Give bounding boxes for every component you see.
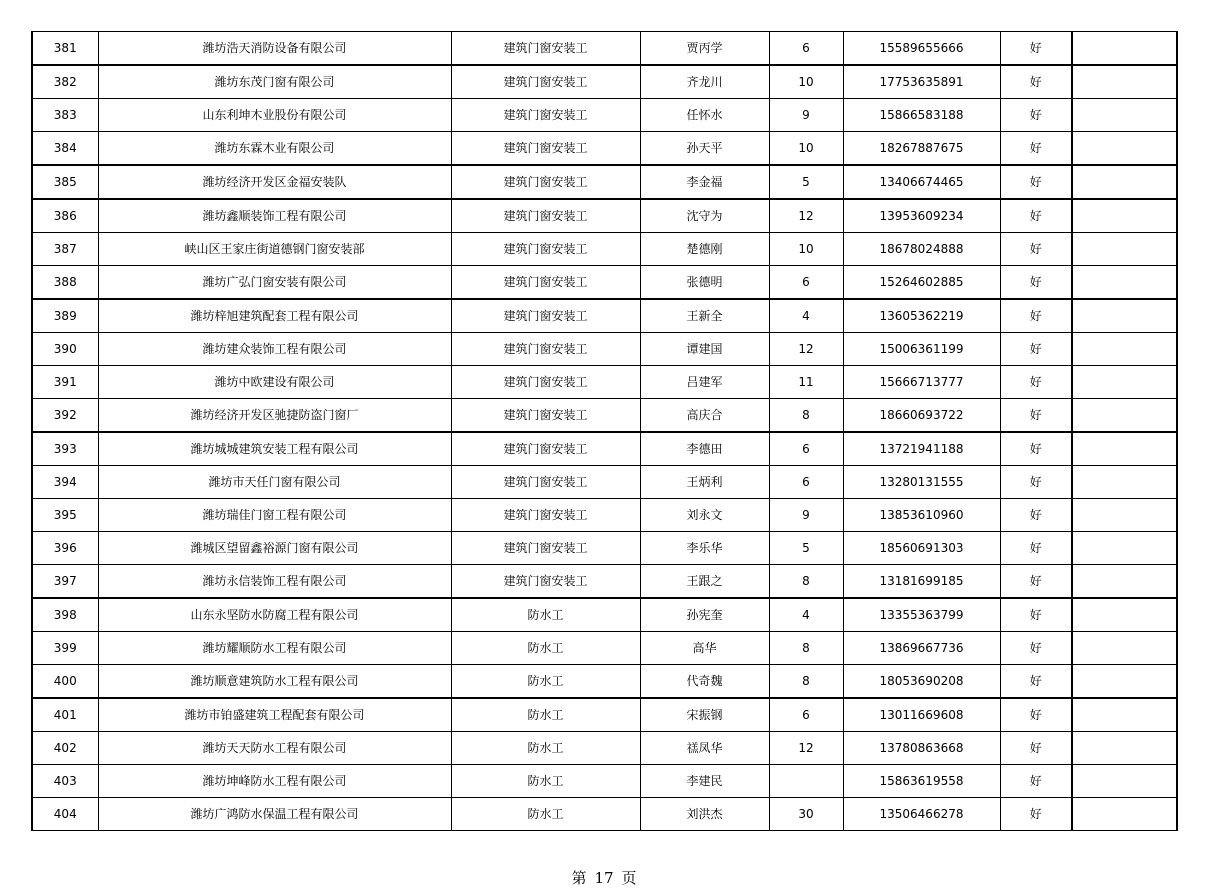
row-number-cell: 390 xyxy=(32,333,98,366)
count-cell: 6 xyxy=(769,698,843,732)
phone-cell: 13605362219 xyxy=(843,299,1000,333)
phone-cell: 13181699185 xyxy=(843,565,1000,599)
row-number-cell: 401 xyxy=(32,698,98,732)
note-cell xyxy=(1072,266,1177,300)
contact-name-cell: 李建民 xyxy=(640,765,769,798)
rating-cell: 好 xyxy=(1000,665,1072,699)
count-cell: 10 xyxy=(769,132,843,166)
company-cell: 潍坊顺意建筑防水工程有限公司 xyxy=(98,665,451,699)
company-cell: 潍坊市天任门窗有限公司 xyxy=(98,466,451,499)
rating-cell: 好 xyxy=(1000,399,1072,433)
rating-cell: 好 xyxy=(1000,32,1072,66)
rating-cell: 好 xyxy=(1000,299,1072,333)
table-row xyxy=(32,499,1177,532)
row-number-cell: 402 xyxy=(32,732,98,765)
row-number-cell: 398 xyxy=(32,598,98,632)
table-row xyxy=(32,299,1177,333)
rating-cell: 好 xyxy=(1000,266,1072,300)
phone-cell: 18053690208 xyxy=(843,665,1000,699)
table-body xyxy=(32,32,1177,831)
company-cell: 潍坊鑫顺装饰工程有限公司 xyxy=(98,199,451,233)
rating-cell: 好 xyxy=(1000,165,1072,199)
note-cell xyxy=(1072,65,1177,99)
phone-cell: 15866583188 xyxy=(843,99,1000,132)
rating-cell: 好 xyxy=(1000,798,1072,831)
row-number-cell: 395 xyxy=(32,499,98,532)
contact-name-cell: 刘洪杰 xyxy=(640,798,769,831)
contact-name-cell: 吕建军 xyxy=(640,366,769,399)
company-cell: 潍坊中欧建设有限公司 xyxy=(98,366,451,399)
count-cell: 12 xyxy=(769,732,843,765)
row-number-cell: 397 xyxy=(32,565,98,599)
contact-name-cell: 张德明 xyxy=(640,266,769,300)
contact-name-cell: 贾丙学 xyxy=(640,32,769,66)
table-row xyxy=(32,199,1177,233)
trade-cell: 建筑门窗安装工 xyxy=(451,432,640,466)
rating-cell: 好 xyxy=(1000,466,1072,499)
company-cell: 潍坊永信装饰工程有限公司 xyxy=(98,565,451,599)
count-cell: 6 xyxy=(769,32,843,66)
rating-cell: 好 xyxy=(1000,732,1072,765)
row-number-cell: 404 xyxy=(32,798,98,831)
table-row xyxy=(32,565,1177,599)
note-cell xyxy=(1072,732,1177,765)
trade-cell: 防水工 xyxy=(451,665,640,699)
count-cell: 4 xyxy=(769,598,843,632)
contact-name-cell: 王新全 xyxy=(640,299,769,333)
rating-cell: 好 xyxy=(1000,598,1072,632)
contact-name-cell: 孙天平 xyxy=(640,132,769,166)
trade-cell: 建筑门窗安装工 xyxy=(451,32,640,66)
row-number-cell: 399 xyxy=(32,632,98,665)
count-cell: 6 xyxy=(769,432,843,466)
row-number-cell: 392 xyxy=(32,399,98,433)
count-cell: 9 xyxy=(769,499,843,532)
rating-cell: 好 xyxy=(1000,698,1072,732)
trade-cell: 建筑门窗安装工 xyxy=(451,266,640,300)
trade-cell: 防水工 xyxy=(451,598,640,632)
rating-cell: 好 xyxy=(1000,565,1072,599)
phone-cell: 13721941188 xyxy=(843,432,1000,466)
table-row xyxy=(32,698,1177,732)
row-number-cell: 389 xyxy=(32,299,98,333)
note-cell xyxy=(1072,199,1177,233)
page-suffix: 页 xyxy=(621,869,637,887)
rating-cell: 好 xyxy=(1000,532,1072,565)
company-cell: 潍坊浩天消防设备有限公司 xyxy=(98,32,451,66)
note-cell xyxy=(1072,32,1177,66)
count-cell: 10 xyxy=(769,65,843,99)
company-cell: 山东永坚防水防腐工程有限公司 xyxy=(98,598,451,632)
note-cell xyxy=(1072,333,1177,366)
trade-cell: 建筑门窗安装工 xyxy=(451,532,640,565)
row-number-cell: 400 xyxy=(32,665,98,699)
company-cell: 潍坊市铂盛建筑工程配套有限公司 xyxy=(98,698,451,732)
table-row xyxy=(32,233,1177,266)
table-row xyxy=(32,99,1177,132)
count-cell: 8 xyxy=(769,565,843,599)
company-cell: 潍坊经济开发区金福安装队 xyxy=(98,165,451,199)
contact-name-cell: 王跟之 xyxy=(640,565,769,599)
rating-cell: 好 xyxy=(1000,432,1072,466)
row-number-cell: 384 xyxy=(32,132,98,166)
count-cell: 8 xyxy=(769,665,843,699)
phone-cell: 13011669608 xyxy=(843,698,1000,732)
count-cell xyxy=(769,765,843,798)
row-number-cell: 383 xyxy=(32,99,98,132)
rating-cell: 好 xyxy=(1000,99,1072,132)
table-row xyxy=(32,532,1177,565)
contact-name-cell: 沈守为 xyxy=(640,199,769,233)
row-number-cell: 381 xyxy=(32,32,98,66)
note-cell xyxy=(1072,665,1177,699)
count-cell: 5 xyxy=(769,165,843,199)
company-cell: 山东利坤木业股份有限公司 xyxy=(98,99,451,132)
note-cell xyxy=(1072,499,1177,532)
trade-cell: 防水工 xyxy=(451,632,640,665)
company-cell: 潍坊广弘门窗安装有限公司 xyxy=(98,266,451,300)
row-number-cell: 403 xyxy=(32,765,98,798)
trade-cell: 防水工 xyxy=(451,765,640,798)
table-row xyxy=(32,266,1177,300)
table-row xyxy=(32,632,1177,665)
table-row xyxy=(32,466,1177,499)
contact-name-cell: 谭建国 xyxy=(640,333,769,366)
company-cell: 潍坊广鸿防水保温工程有限公司 xyxy=(98,798,451,831)
note-cell xyxy=(1072,299,1177,333)
note-cell xyxy=(1072,698,1177,732)
rating-cell: 好 xyxy=(1000,199,1072,233)
phone-cell: 13869667736 xyxy=(843,632,1000,665)
row-number-cell: 393 xyxy=(32,432,98,466)
rating-cell: 好 xyxy=(1000,632,1072,665)
trade-cell: 建筑门窗安装工 xyxy=(451,233,640,266)
contact-name-cell: 高庆合 xyxy=(640,399,769,433)
company-cell: 潍坊坤峰防水工程有限公司 xyxy=(98,765,451,798)
phone-cell: 18660693722 xyxy=(843,399,1000,433)
contact-name-cell: 李乐华 xyxy=(640,532,769,565)
rating-cell: 好 xyxy=(1000,65,1072,99)
table-row xyxy=(32,665,1177,699)
contact-name-cell: 李金福 xyxy=(640,165,769,199)
company-cell: 潍坊经济开发区驰捷防盗门窗厂 xyxy=(98,399,451,433)
phone-cell: 13280131555 xyxy=(843,466,1000,499)
contact-name-cell: 代奇魏 xyxy=(640,665,769,699)
contact-name-cell: 任怀水 xyxy=(640,99,769,132)
count-cell: 6 xyxy=(769,266,843,300)
row-number-cell: 388 xyxy=(32,266,98,300)
page-prefix: 第 xyxy=(571,869,587,887)
phone-cell: 13506466278 xyxy=(843,798,1000,831)
page-number: 17 xyxy=(594,869,614,887)
company-cell: 潍坊东茂门窗有限公司 xyxy=(98,65,451,99)
phone-cell: 18678024888 xyxy=(843,233,1000,266)
row-number-cell: 387 xyxy=(32,233,98,266)
rating-cell: 好 xyxy=(1000,765,1072,798)
phone-cell: 15589655666 xyxy=(843,32,1000,66)
trade-cell: 建筑门窗安装工 xyxy=(451,132,640,166)
trade-cell: 建筑门窗安装工 xyxy=(451,165,640,199)
trade-cell: 防水工 xyxy=(451,732,640,765)
trade-cell: 建筑门窗安装工 xyxy=(451,199,640,233)
table-row xyxy=(32,598,1177,632)
table-row xyxy=(32,165,1177,199)
note-cell xyxy=(1072,565,1177,599)
contact-name-cell: 高华 xyxy=(640,632,769,665)
phone-cell: 15264602885 xyxy=(843,266,1000,300)
note-cell xyxy=(1072,598,1177,632)
company-cell: 潍坊梓旭建筑配套工程有限公司 xyxy=(98,299,451,333)
count-cell: 12 xyxy=(769,199,843,233)
count-cell: 4 xyxy=(769,299,843,333)
rating-cell: 好 xyxy=(1000,366,1072,399)
trade-cell: 防水工 xyxy=(451,698,640,732)
contact-name-cell: 禚凤华 xyxy=(640,732,769,765)
table-row xyxy=(32,798,1177,831)
note-cell xyxy=(1072,399,1177,433)
note-cell xyxy=(1072,366,1177,399)
trade-cell: 建筑门窗安装工 xyxy=(451,565,640,599)
phone-cell: 13355363799 xyxy=(843,598,1000,632)
contact-name-cell: 李德田 xyxy=(640,432,769,466)
company-cell: 潍坊瑞佳门窗工程有限公司 xyxy=(98,499,451,532)
rating-cell: 好 xyxy=(1000,132,1072,166)
table-row xyxy=(32,432,1177,466)
row-number-cell: 394 xyxy=(32,466,98,499)
note-cell xyxy=(1072,532,1177,565)
company-cell: 峡山区王家庄街道德钢门窗安装部 xyxy=(98,233,451,266)
trade-cell: 建筑门窗安装工 xyxy=(451,299,640,333)
phone-cell: 13406674465 xyxy=(843,165,1000,199)
page-footer xyxy=(0,867,1208,888)
table-row xyxy=(32,32,1177,66)
company-cell: 潍坊建众装饰工程有限公司 xyxy=(98,333,451,366)
row-number-cell: 382 xyxy=(32,65,98,99)
note-cell xyxy=(1072,798,1177,831)
note-cell xyxy=(1072,765,1177,798)
phone-cell: 13953609234 xyxy=(843,199,1000,233)
trade-cell: 建筑门窗安装工 xyxy=(451,333,640,366)
company-cell: 潍坊耀顺防水工程有限公司 xyxy=(98,632,451,665)
count-cell: 12 xyxy=(769,333,843,366)
company-cell: 潍坊东霖木业有限公司 xyxy=(98,132,451,166)
phone-cell: 17753635891 xyxy=(843,65,1000,99)
phone-cell: 15666713777 xyxy=(843,366,1000,399)
count-cell: 11 xyxy=(769,366,843,399)
table-row xyxy=(32,732,1177,765)
trade-cell: 建筑门窗安装工 xyxy=(451,399,640,433)
trade-cell: 建筑门窗安装工 xyxy=(451,466,640,499)
table-row xyxy=(32,65,1177,99)
table-row xyxy=(32,366,1177,399)
phone-cell: 18560691303 xyxy=(843,532,1000,565)
count-cell: 30 xyxy=(769,798,843,831)
count-cell: 8 xyxy=(769,632,843,665)
table-row xyxy=(32,765,1177,798)
roster-table xyxy=(31,31,1178,831)
contact-name-cell: 楚德刚 xyxy=(640,233,769,266)
contact-name-cell: 刘永文 xyxy=(640,499,769,532)
rating-cell: 好 xyxy=(1000,233,1072,266)
note-cell xyxy=(1072,466,1177,499)
phone-cell: 18267887675 xyxy=(843,132,1000,166)
table-row xyxy=(32,399,1177,433)
contact-name-cell: 王炳利 xyxy=(640,466,769,499)
note-cell xyxy=(1072,132,1177,166)
note-cell xyxy=(1072,233,1177,266)
phone-cell: 13853610960 xyxy=(843,499,1000,532)
row-number-cell: 391 xyxy=(32,366,98,399)
trade-cell: 建筑门窗安装工 xyxy=(451,366,640,399)
count-cell: 9 xyxy=(769,99,843,132)
company-cell: 潍坊天天防水工程有限公司 xyxy=(98,732,451,765)
rating-cell: 好 xyxy=(1000,499,1072,532)
rating-cell: 好 xyxy=(1000,333,1072,366)
trade-cell: 防水工 xyxy=(451,798,640,831)
company-cell: 潍城区望留鑫裕源门窗有限公司 xyxy=(98,532,451,565)
phone-cell: 15863619558 xyxy=(843,765,1000,798)
contact-name-cell: 齐龙川 xyxy=(640,65,769,99)
trade-cell: 建筑门窗安装工 xyxy=(451,65,640,99)
table-row xyxy=(32,333,1177,366)
count-cell: 10 xyxy=(769,233,843,266)
company-cell: 潍坊城城建筑安装工程有限公司 xyxy=(98,432,451,466)
trade-cell: 建筑门窗安装工 xyxy=(451,99,640,132)
note-cell xyxy=(1072,432,1177,466)
row-number-cell: 385 xyxy=(32,165,98,199)
table-row xyxy=(32,132,1177,166)
note-cell xyxy=(1072,99,1177,132)
count-cell: 5 xyxy=(769,532,843,565)
row-number-cell: 386 xyxy=(32,199,98,233)
trade-cell: 建筑门窗安装工 xyxy=(451,499,640,532)
row-number-cell: 396 xyxy=(32,532,98,565)
phone-cell: 13780863668 xyxy=(843,732,1000,765)
phone-cell: 15006361199 xyxy=(843,333,1000,366)
contact-name-cell: 孙宪奎 xyxy=(640,598,769,632)
count-cell: 6 xyxy=(769,466,843,499)
note-cell xyxy=(1072,165,1177,199)
count-cell: 8 xyxy=(769,399,843,433)
contact-name-cell: 宋振钢 xyxy=(640,698,769,732)
note-cell xyxy=(1072,632,1177,665)
